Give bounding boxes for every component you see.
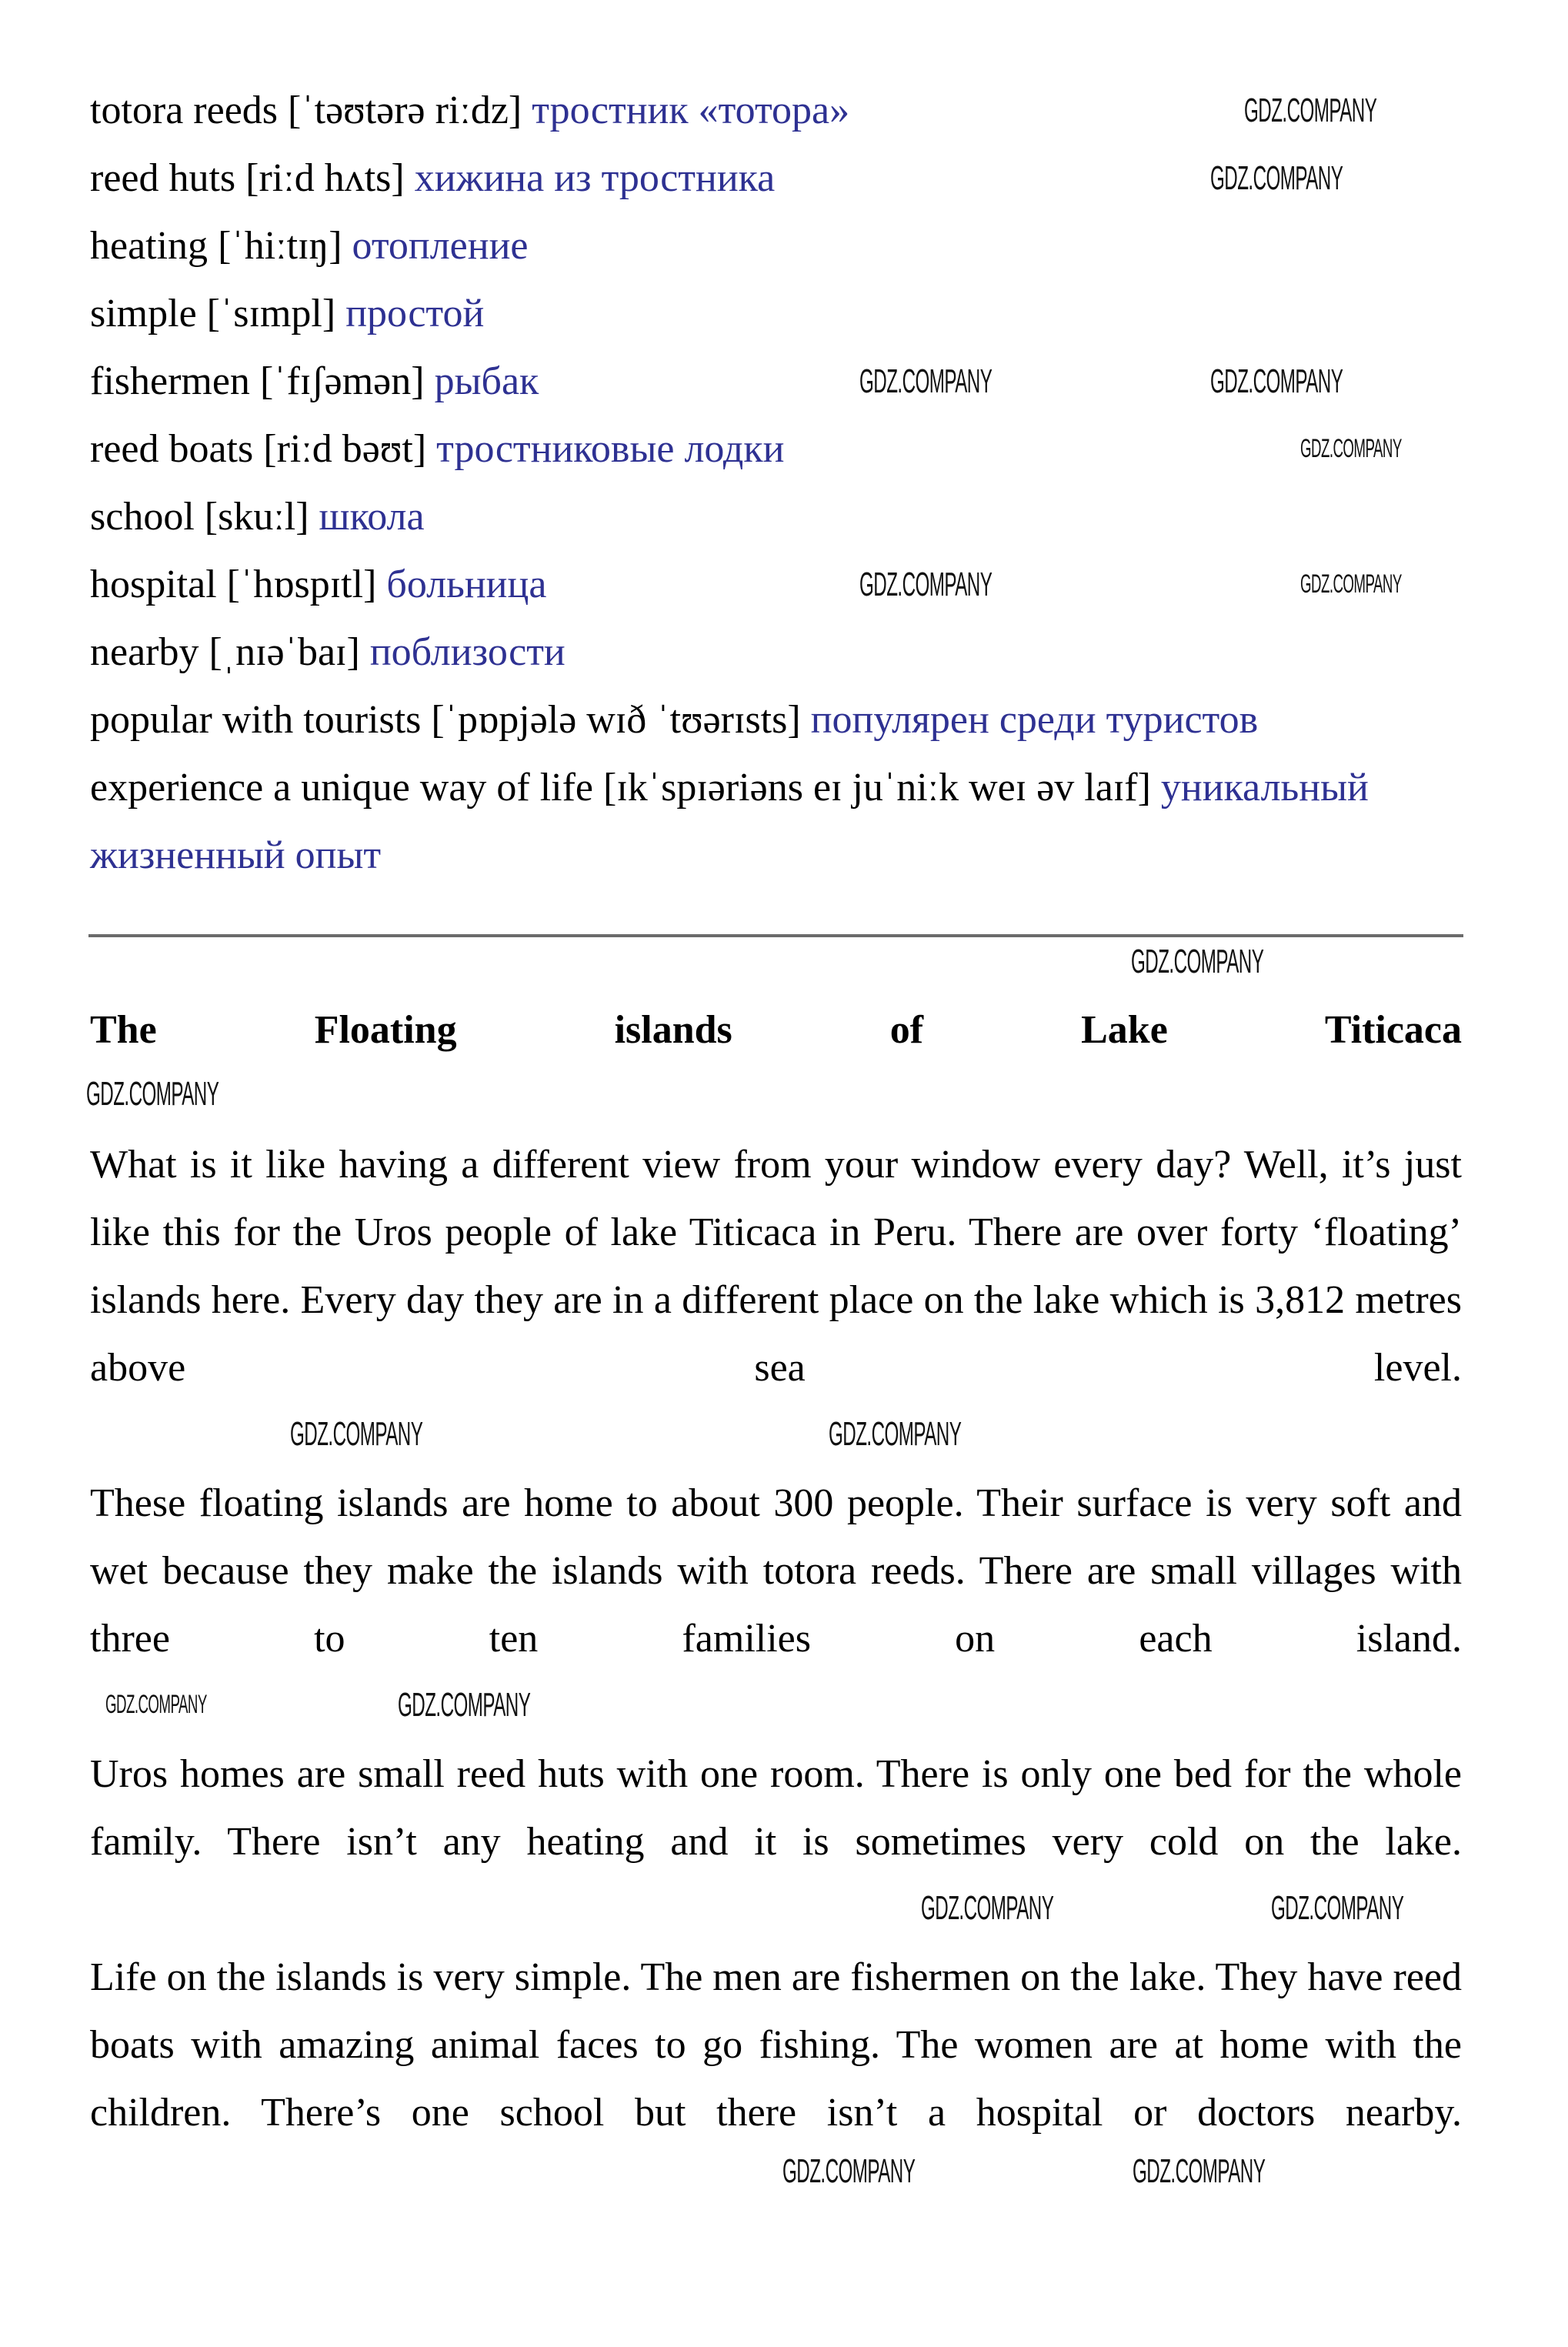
paragraph-gap [90,1402,1462,1470]
vocab-translation: больница [386,563,547,606]
article-paragraph: What is it like having a different view from your window every day? Well, it’s just like this for the Uros people of lake Titicaca in Peru. There are over forty ‘floating’ islands here. Every day they are in a different place on the lake which is 3,812 metres above sea level. [90,1143,1462,1390]
vocab-word: totora reeds [90,88,279,132]
watermark: GDZ.COMPANY [1131,943,1264,980]
vocab-transcription: [ˈfɪʃəmən] [259,359,425,403]
vocab-entry [90,551,1462,619]
vocab-translation: уникальный жизненный опыт [90,766,1369,877]
paragraph-gap [90,1673,1462,1741]
vocab-entry [90,77,1462,145]
watermark: GDZ.COMPANY [86,1075,219,1113]
vocab-entry [90,145,1462,212]
vocab-transcription: [ˈhɒspɪtl] [226,563,377,606]
article-title: The Floating islands of Lake Titicaca [90,1008,1462,1052]
watermark: GDZ.COMPANY [859,362,993,400]
watermark: GDZ.COMPANY [1300,569,1402,599]
watermark: GDZ.COMPANY [921,1889,1054,1927]
vocab-transcription: [ˈsɪmpl] [206,292,336,336]
vocab-word: nearby [90,630,199,674]
vocab-translation: школа [319,495,425,539]
article-paragraph: Uros homes are small reed huts with one room. There is only one bed for the whole family. There isn’t any heating and it is sometimes very cold on the lake. [90,1752,1462,1864]
vocab-transcription: [skuːl] [204,495,309,539]
vocab-translation: простой [345,292,485,336]
watermark: GDZ.COMPANY [290,1415,423,1453]
vocab-transcription: [ˈtəʊtərə riːdz] [288,88,522,132]
vocab-translation: популярен среди туристов [810,698,1259,742]
vocab-word: hospital [90,563,217,606]
vocab-transcription: [ˈpɒpjələ wɪð ˈtʊərɪsts] [431,698,801,742]
paragraph-gap [90,2147,1462,2215]
vocab-transcription: [ˌnɪəˈbaɪ] [209,630,360,674]
vocab-entry [90,754,1462,890]
vocab-entry [90,686,1462,754]
vocab-entry [90,619,1462,686]
vocab-word: popular with tourists [90,698,422,742]
vocab-translation: поблизости [369,630,565,674]
vocab-translation: тростник «тотора» [532,88,850,132]
watermark: GDZ.COMPANY [1210,159,1343,197]
section-divider [88,934,1463,937]
vocab-word: reed huts [90,156,236,200]
watermark: GDZ.COMPANY [1271,1889,1404,1927]
vocab-word: reed boats [90,427,254,471]
article-paragraph: These floating islands are home to about 300 people. Their surface is very soft and wet because they make the islands with totora reeds. There are small villages with three to ten families on each island. [90,1481,1462,1661]
article-body [90,1131,1462,2215]
vocab-translation: отопление [352,224,529,268]
article-paragraph: Life on the islands is very simple. The men are fishermen on the lake. They have reed boats with amazing animal faces to go fishing. The women are at home with the children. There’s one school but there isn’t a hospital or doctors nearby. [90,1955,1462,2135]
watermark: GDZ.COMPANY [1300,434,1402,463]
vocab-word: fishermen [90,359,250,403]
vocab-entry [90,212,1462,280]
vocab-entry [90,348,1462,416]
watermark: GDZ.COMPANY [1210,362,1343,400]
vocab-entry [90,416,1462,483]
watermark: GDZ.COMPANY [1244,92,1377,129]
vocab-entry [90,483,1462,551]
vocab-word: heating [90,224,209,268]
watermark: GDZ.COMPANY [829,1415,962,1453]
vocab-word: experience a unique way of life [90,766,594,810]
watermark: GDZ.COMPANY [1133,2152,1266,2190]
vocab-transcription: [riːd bəʊt] [263,427,427,471]
watermark: GDZ.COMPANY [398,1686,531,1724]
watermark: GDZ.COMPANY [859,566,993,603]
vocab-entry [90,280,1462,348]
vocab-word: simple [90,292,197,336]
vocab-translation: хижина из тростника [414,156,776,200]
watermark: GDZ.COMPANY [105,1690,207,1719]
vocab-transcription: [riːd hʌts] [245,156,405,200]
vocab-transcription: [ɪkˈspɪəriəns eɪ juˈniːk weɪ əv laɪf] [603,766,1151,810]
watermark: GDZ.COMPANY [782,2152,916,2190]
vocab-transcription: [ˈhiːtɪŋ] [218,224,342,268]
vocab-word: school [90,495,195,539]
vocabulary-list [90,77,1462,890]
vocab-translation: тростниковые лодки [436,427,785,471]
vocab-translation: рыбак [434,359,539,403]
paragraph-gap [90,1876,1462,1944]
